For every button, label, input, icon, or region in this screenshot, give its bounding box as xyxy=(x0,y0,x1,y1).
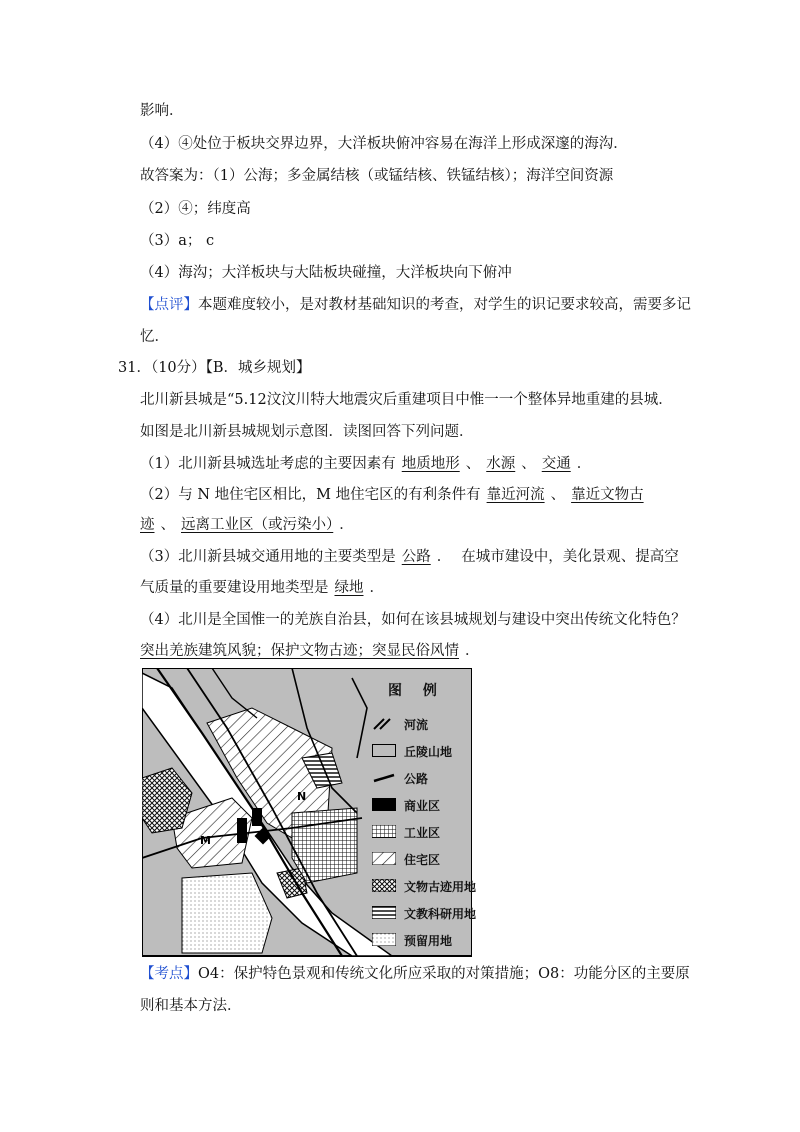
separator: 、 xyxy=(521,456,536,472)
answer-blank: 绿地 xyxy=(334,580,364,596)
answer-blank: 公路 xyxy=(401,549,431,565)
commercial-area xyxy=(237,818,247,843)
hill-swatch xyxy=(372,744,396,757)
question-text: 气质量的重要建设用地类型是 xyxy=(140,580,329,596)
question-intro-2: 如图是北川新县城规划示意图．读图回答下列问题． xyxy=(140,424,474,440)
answer-blank: 地质地形 xyxy=(401,456,460,472)
separator: ． xyxy=(369,580,384,596)
legend-label: 河流 xyxy=(404,718,429,732)
road-icon xyxy=(372,771,396,784)
answer-blank: 交通 xyxy=(541,456,571,472)
question-text: （2）与 N 地住宅区相比，M 地住宅区的有利条件有 xyxy=(140,487,481,503)
legend-label: 文教科研用地 xyxy=(404,907,477,921)
separator: ． xyxy=(436,549,452,565)
separator: 、 xyxy=(465,456,481,472)
text-line: （4）海沟；大洋板块与大陆板块碰撞，大洋板块向下俯冲 xyxy=(140,265,512,281)
residential-swatch xyxy=(372,852,396,865)
text-line: 故答案为：（1）公海；多金属结核（或锰结核、铁锰结核）；海洋空间资源 xyxy=(140,168,614,184)
question-intro: 北川新县城是“5.12汶汶川特大地震灾后重建项目中惟一一个整体异地重建的县城． xyxy=(140,392,673,408)
map-label-n: N xyxy=(297,790,307,803)
legend-label: 公路 xyxy=(404,772,429,786)
review-text: 本题难度较小，是对教材基础知识的考查，对学生的识记要求较高，需要多记 xyxy=(198,297,691,313)
river-icon xyxy=(372,717,396,730)
separator: ． xyxy=(465,643,480,659)
sub-question-1 xyxy=(140,454,591,474)
review-line xyxy=(140,295,691,315)
sub-question-3 xyxy=(140,547,679,567)
kaodian-line-2: 则和基本方法． xyxy=(140,998,242,1014)
text-line: 影响． xyxy=(140,103,184,119)
separator: ． xyxy=(339,517,354,533)
answer-blank: 迹 xyxy=(140,517,155,533)
text-line: （2）④；纬度高 xyxy=(140,201,251,217)
kaodian-tag: 【考点】 xyxy=(140,966,198,982)
sub-question-2-cont xyxy=(140,515,354,535)
question-text: （1）北川新县城选址考虑的主要因素有 xyxy=(140,456,396,472)
kaodian-text: O4：保护特色景观和传统文化所应采取的对策措施；O8：功能分区的主要原 xyxy=(198,966,690,982)
legend-label: 工业区 xyxy=(404,826,441,840)
answer-blank: 水源 xyxy=(486,456,516,472)
sub-question-2 xyxy=(140,485,650,505)
answer-blank: 突出羌族建筑风貌；保护文物古迹；突显民俗风情 xyxy=(140,643,459,659)
answer-blank: 远离工业区（或污染小） xyxy=(181,517,334,533)
map-label-m: M xyxy=(200,834,211,847)
question-text: （3）北川新县城交通用地的主要类型是 xyxy=(140,549,396,565)
legend-label: 预留用地 xyxy=(404,934,453,948)
sub-question-4-answer xyxy=(140,641,480,661)
research-swatch xyxy=(372,906,396,919)
commercial-swatch xyxy=(372,798,396,811)
legend-label: 丘陵山地 xyxy=(404,745,453,759)
reserved-swatch xyxy=(372,933,396,946)
question-heading: 31．（10分）【B．城乡规划】 xyxy=(118,360,311,376)
separator: ． xyxy=(576,456,592,472)
review-tag: 【点评】 xyxy=(140,297,198,313)
separator: 、 xyxy=(160,517,175,533)
sub-question-3-cont xyxy=(140,578,384,598)
kaodian-line xyxy=(140,964,690,984)
text-line: （3）a； c xyxy=(140,233,215,249)
legend-label: 文物古迹用地 xyxy=(404,880,477,894)
answer-blank: 靠近文物古 xyxy=(571,487,644,503)
legend-label: 商业区 xyxy=(404,799,441,813)
text-line: （4）④处位于板块交界边界，大洋板块俯冲容易在海洋上形成深邃的海沟． xyxy=(140,136,628,152)
industrial-swatch xyxy=(372,825,396,838)
sub-question-4: （4）北川是全国惟一的羌族自治县，如何在该县城规划与建设中突出传统文化特色？ xyxy=(140,612,686,628)
relic-swatch xyxy=(372,879,396,892)
legend-title: 图 例 xyxy=(388,683,445,699)
review-line-2: 忆． xyxy=(140,329,169,345)
answer-blank: 靠近河流 xyxy=(486,487,545,503)
question-text: 在城市建设中，美化景观、提高空 xyxy=(461,549,679,565)
legend-label: 住宅区 xyxy=(404,853,441,867)
separator: 、 xyxy=(550,487,566,503)
